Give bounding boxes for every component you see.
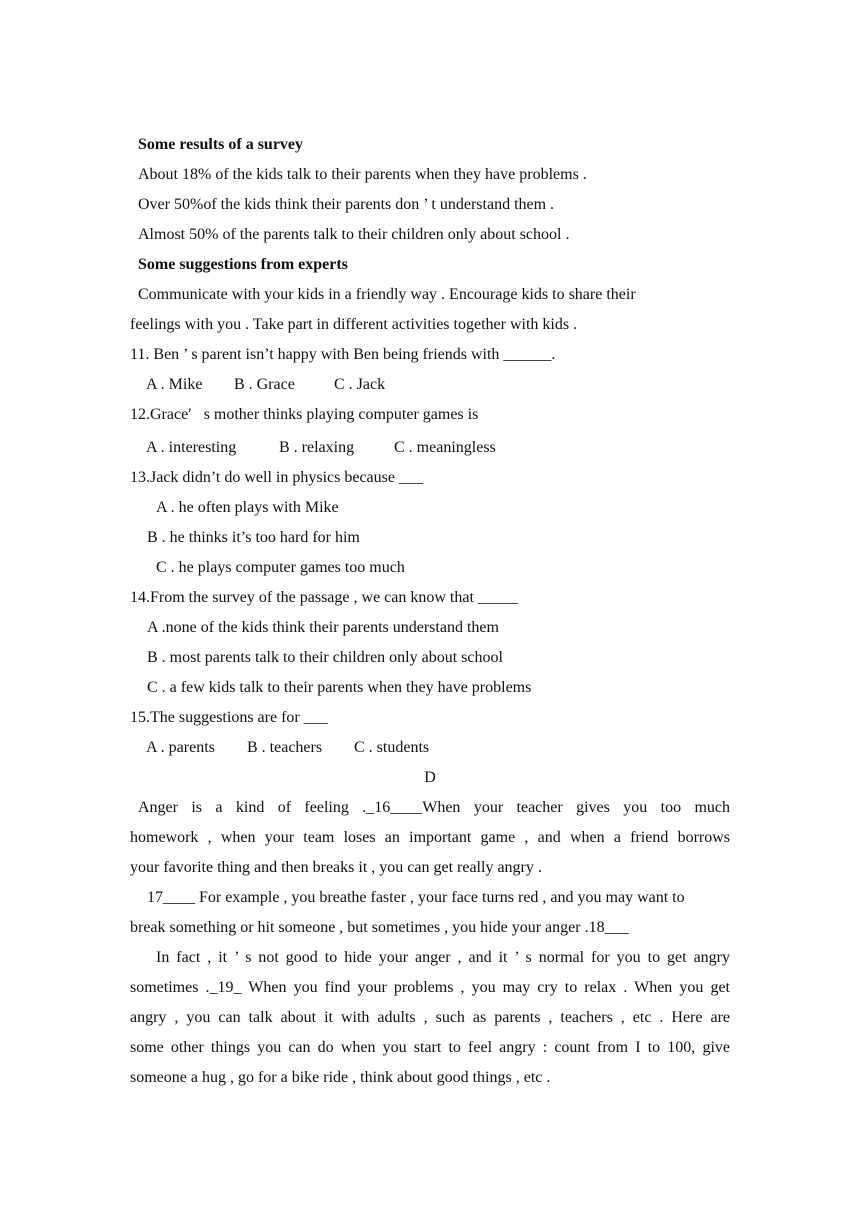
question-option: B . relaxing (279, 439, 355, 456)
passage-line: Anger is a kind of feeling ._16____When your teacher gives you too much (138, 799, 730, 816)
question-option: A . parents (146, 739, 215, 756)
passage-line: homework , when your team loses an important game , and when a friend borrows (130, 829, 730, 846)
question-option: C . students (354, 739, 430, 756)
question-option: B . most parents talk to their children only about school (147, 649, 503, 666)
question-option: B . Grace (234, 376, 295, 393)
survey-heading: Some results of a survey (138, 136, 304, 153)
passage-line: someone a hug , go for a bike ride , think about good things , etc . (130, 1069, 551, 1086)
question-option: A .none of the kids think their parents understand them (147, 619, 499, 636)
passage-line: angry , you can talk about it with adults , such as parents , teachers , etc . Here are (130, 1009, 730, 1026)
question-stem: 14.From the survey of the passage , we can know that _____ (130, 589, 518, 606)
suggestions-heading: Some suggestions from experts (138, 256, 348, 273)
suggestions-line: Communicate with your kids in a friendly way . Encourage kids to share their (138, 286, 636, 303)
question-option: C . Jack (334, 376, 386, 393)
question-option: A . interesting (146, 439, 237, 456)
question-stem: 15.The suggestions are for ___ (130, 709, 328, 726)
suggestions-line: feelings with you . Take part in different activities together with kids . (130, 316, 578, 333)
question-option: C . he plays computer games too much (156, 559, 405, 576)
survey-item: Over 50%of the kids think their parents don ’ t understand them . (138, 196, 555, 213)
passage-line: In fact , it ’ s not good to hide your anger , and it ’ s normal for you to get angry (156, 949, 730, 966)
passage-line: your favorite thing and then breaks it , you can get really angry . (130, 859, 542, 876)
question-stem: 13.Jack didn’t do well in physics because ___ (130, 469, 423, 486)
question-option: B . he thinks it’s too hard for him (147, 529, 360, 546)
question-stem: 12.Grace′ s mother thinks playing computer games is (130, 406, 479, 423)
survey-item: About 18% of the kids talk to their parents when they have problems . (138, 166, 587, 183)
passage-line: 17____ For example , you breathe faster , your face turns red , and you may want to (147, 889, 685, 906)
question-option: C . meaningless (394, 439, 496, 456)
question-option: B . teachers (247, 739, 323, 756)
question-stem: 11. Ben ’ s parent isn’t happy with Ben being friends with ______. (130, 346, 556, 363)
passage-line: some other things you can do when you start to feel angry : count from I to 100, give (130, 1039, 730, 1056)
survey-item: Almost 50% of the parents talk to their children only about school . (138, 226, 570, 243)
question-option: C . a few kids talk to their parents when they have problems (147, 679, 532, 696)
question-option: A . he often plays with Mike (156, 499, 339, 516)
section-label: D (424, 769, 436, 786)
passage-line: break something or hit someone , but sometimes , you hide your anger .18___ (130, 919, 629, 936)
passage-line: sometimes ._19_ When you find your problems , you may cry to relax . When you get (130, 979, 730, 996)
question-option: A . Mike (146, 376, 203, 393)
